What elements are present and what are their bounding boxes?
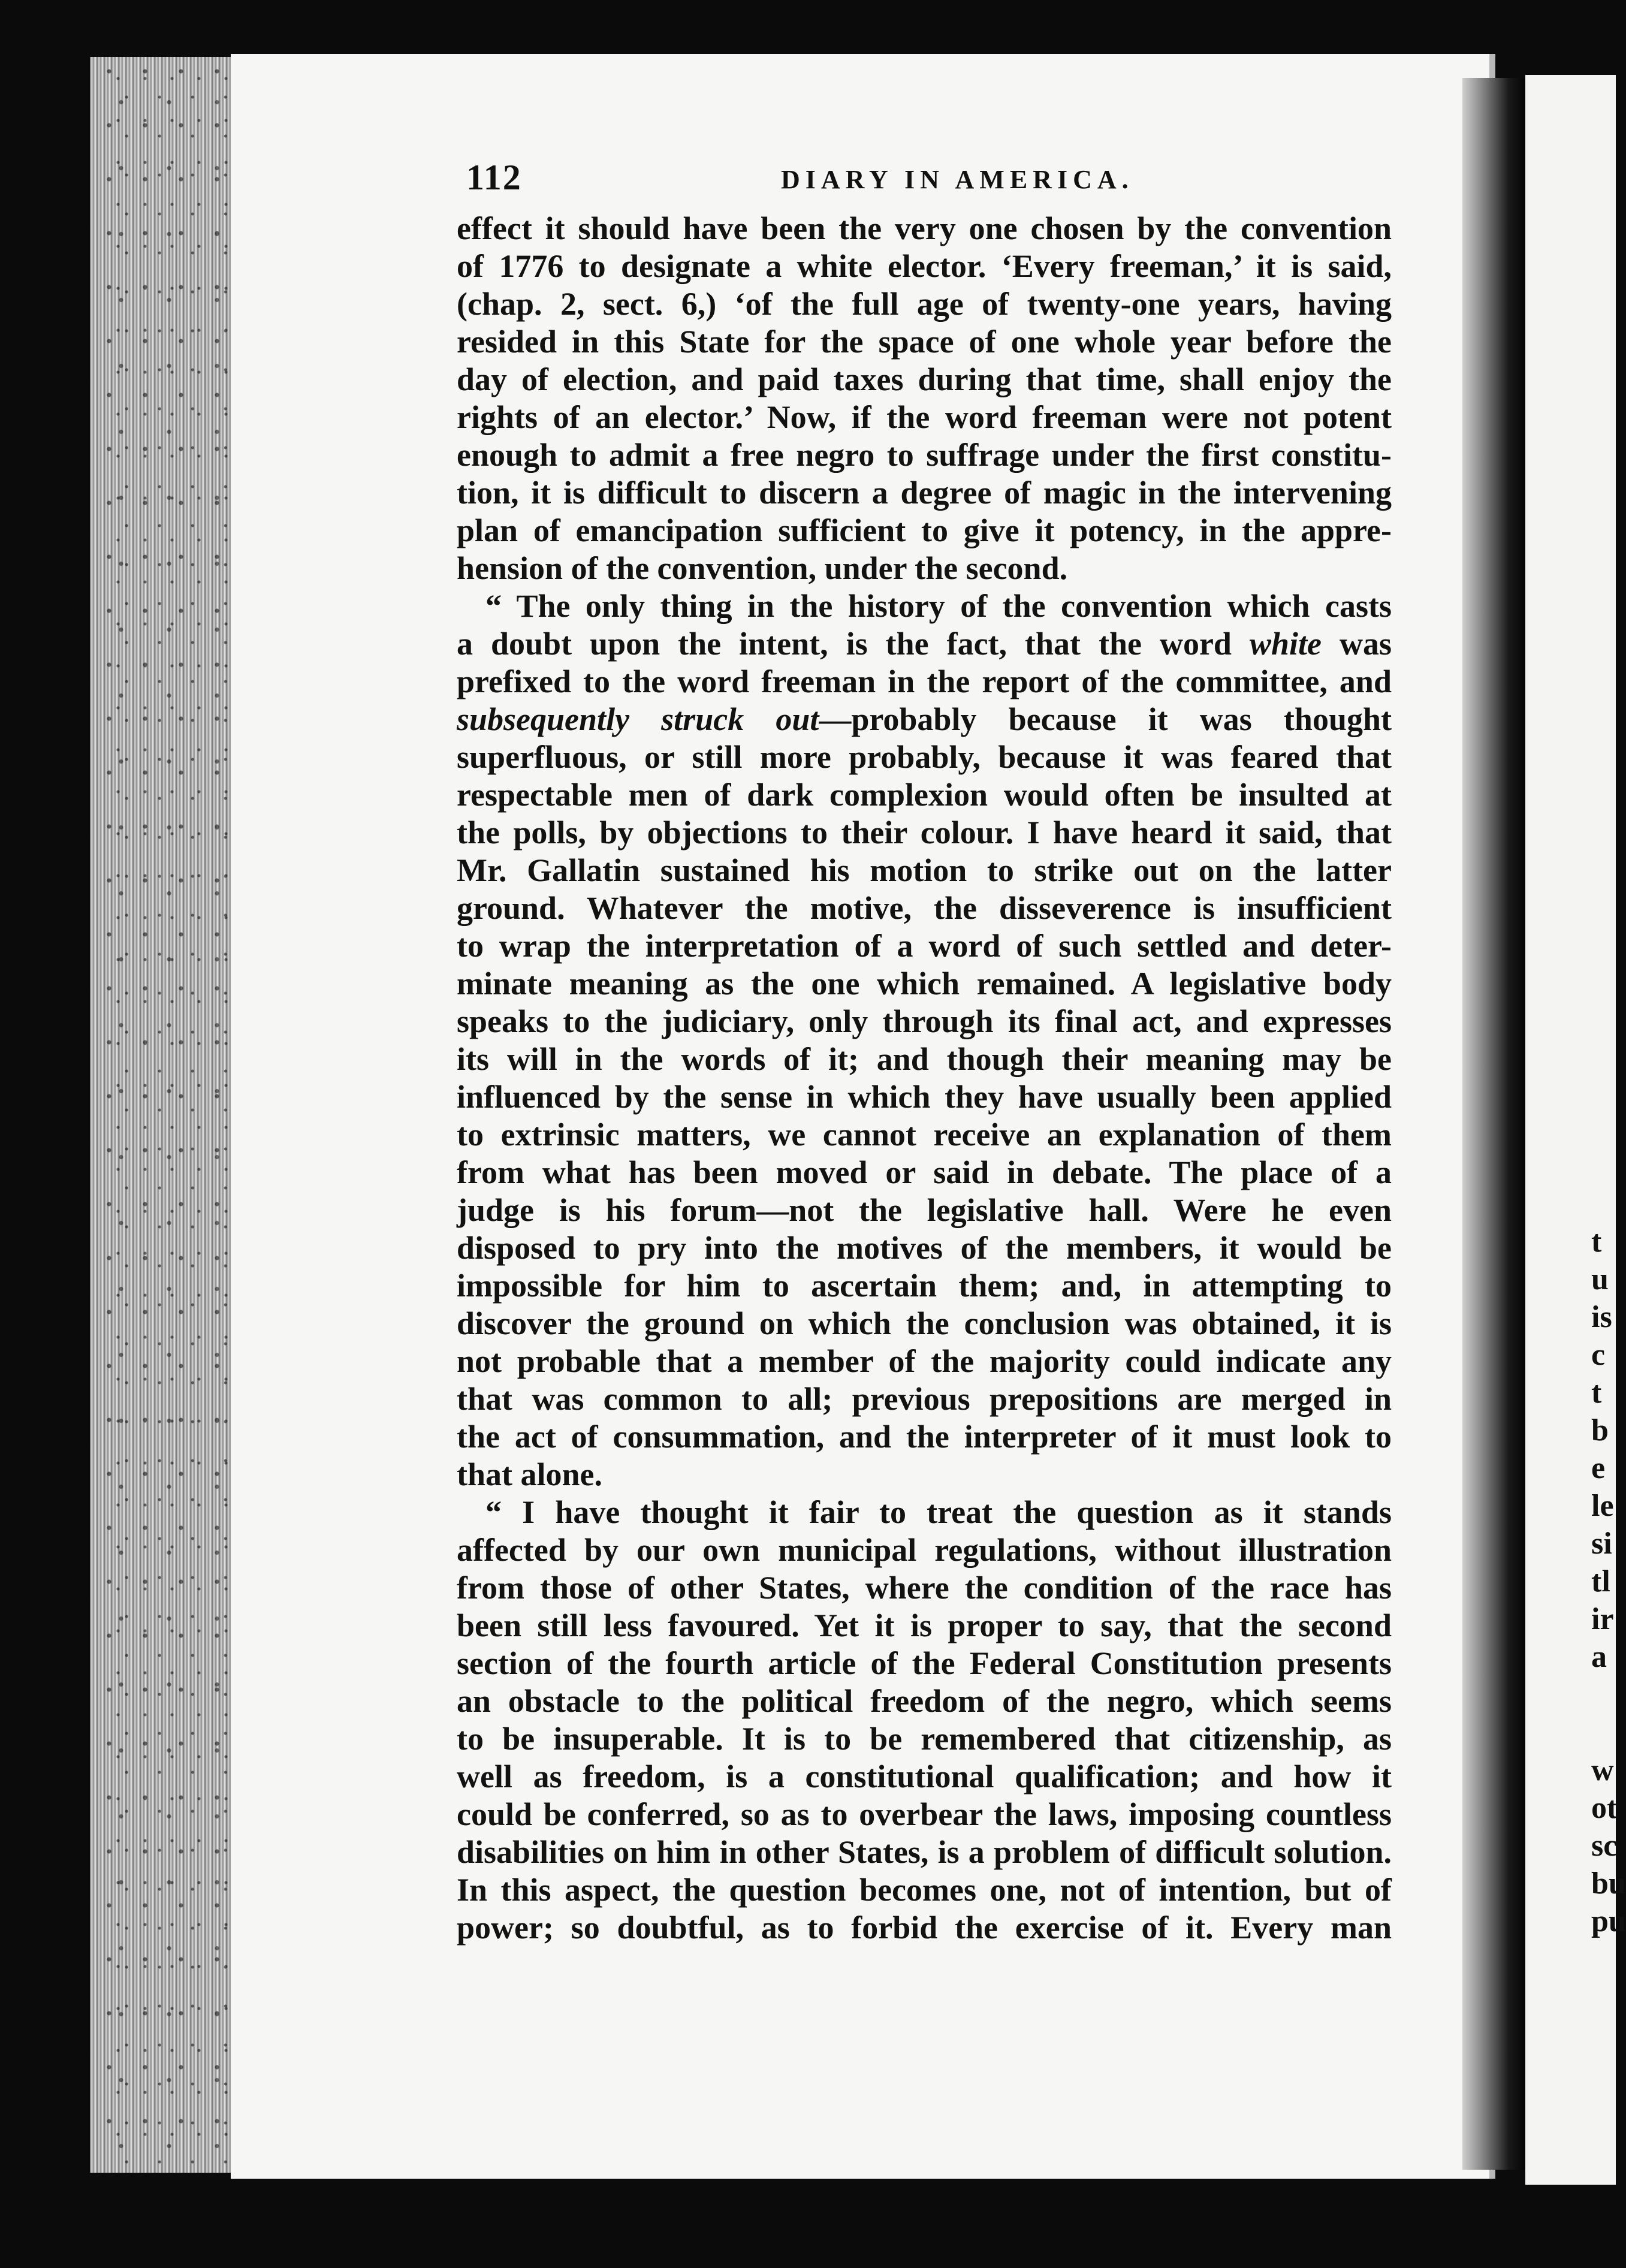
text-line: respectable men of dark complexion would often be insulted at <box>457 777 1392 813</box>
text-line: enough to admit a free negro to suffrage under the first constitu- <box>457 437 1392 473</box>
text-line: rights of an elector.’ Now, if the word freeman were not potent <box>457 399 1392 435</box>
text-line: influenced by the sense in which they have usually been applied <box>457 1079 1392 1115</box>
text-line: tion, it is difficult to discern a degree of magic in the intervening <box>457 475 1392 511</box>
facing-fragment: e <box>1591 1451 1606 1485</box>
facing-fragment: ir <box>1591 1602 1614 1636</box>
facing-fragment: si <box>1591 1527 1612 1561</box>
text-line: judge is his forum—not the legislative hall. Were he even <box>457 1192 1392 1228</box>
text-segment: was <box>1321 626 1392 662</box>
text-line: well as freedom, is a constitutional qualification; and how it <box>457 1759 1392 1795</box>
text-line: discover the ground on which the conclusion was obtained, it is <box>457 1305 1392 1341</box>
paragraph-3 <box>457 1494 1392 1947</box>
paragraph-2 <box>457 587 1392 1494</box>
facing-fragment: a <box>1591 1640 1607 1674</box>
text-line: to be insuperable. It is to be remembered that citizenship, as <box>457 1721 1392 1757</box>
text-line-with-italic <box>457 625 1392 663</box>
page-edge-speckle <box>102 66 252 2164</box>
text-line: of 1776 to designate a white elector. ‘Every freeman,’ it is said, <box>457 248 1392 284</box>
text-line: plan of emancipation sufficient to give it potency, in the appre- <box>457 512 1392 548</box>
text-line: could be conferred, so as to overbear the laws, imposing countless <box>457 1796 1392 1832</box>
italic-word: white <box>1249 626 1322 662</box>
text-line: speaks to the judiciary, only through its final act, and expresses <box>457 1003 1392 1039</box>
text-line: power; so doubtful, as to forbid the exercise of it. Every man <box>457 1910 1392 1946</box>
text-line: the act of consummation, and the interpreter of it must look to <box>457 1419 1392 1455</box>
facing-fragment: w <box>1591 1753 1614 1787</box>
text-line-with-italic <box>457 701 1392 738</box>
facing-fragment: sc <box>1591 1829 1618 1863</box>
text-line: hension of the convention, under the second. <box>457 550 1068 586</box>
text-line: that was common to all; previous prepositions are merged in <box>457 1381 1392 1417</box>
text-line: an obstacle to the political freedom of the negro, which seems <box>457 1683 1392 1719</box>
page-number: 112 <box>466 158 522 197</box>
text-line: that alone. <box>457 1456 602 1492</box>
text-line: section of the fourth article of the Federal Constitution presents <box>457 1645 1392 1681</box>
body-text <box>457 210 1392 1947</box>
text-line: (chap. 2, sect. 6,) ‘of the full age of twenty-one years, having <box>457 286 1392 322</box>
facing-fragment: t <box>1591 1376 1602 1410</box>
facing-fragment <box>1591 1714 1615 1751</box>
text-line: to extrinsic matters, we cannot receive an explanation of them <box>457 1117 1392 1153</box>
facing-fragment: t <box>1591 1225 1602 1259</box>
text-line: prefixed to the word freeman in the report of the committee, and <box>457 663 1392 699</box>
facing-fragment: pu <box>1591 1904 1626 1938</box>
facing-fragment <box>1591 1676 1615 1714</box>
facing-page-text <box>1591 1223 1626 1940</box>
facing-fragment: tl <box>1591 1564 1610 1599</box>
facing-fragment: c <box>1591 1338 1606 1372</box>
text-line: Mr. Gallatin sustained his motion to strike out on the latter <box>457 852 1392 888</box>
text-line: the polls, by objections to their colour. I have heard it said, that <box>457 815 1392 850</box>
facing-fragment: ot <box>1591 1791 1618 1825</box>
facing-fragment: le <box>1591 1489 1614 1523</box>
text-segment: a doubt upon the intent, is the fact, that the word <box>457 626 1250 662</box>
running-head <box>466 157 1389 205</box>
facing-fragment: b <box>1591 1413 1609 1447</box>
text-line: affected by our own municipal regulations, without illustration <box>457 1532 1392 1568</box>
text-line: from what has been moved or said in debate. The place of a <box>457 1154 1392 1190</box>
text-line: its will in the words of it; and though their meaning may be <box>457 1041 1392 1077</box>
running-title: DIARY IN AMERICA. <box>781 165 1134 194</box>
text-line: minate meaning as the one which remained. A legislative body <box>457 966 1392 1002</box>
text-line: been still less favoured. Yet it is proper to say, that the second <box>457 1607 1392 1643</box>
text-line: disabilities on him in other States, is a problem of difficult solution. <box>457 1834 1392 1870</box>
text-line: day of election, and paid taxes during that time, shall enjoy the <box>457 361 1392 397</box>
text-line: resided in this State for the space of one whole year before the <box>457 324 1392 360</box>
text-segment: —probably because it was thought <box>819 701 1392 737</box>
text-line: to wrap the interpretation of a word of such settled and deter- <box>457 928 1392 964</box>
text-line: superfluous, or still more probably, because it was feared that <box>457 739 1392 775</box>
text-line: not probable that a member of the majority could indicate any <box>457 1343 1392 1379</box>
paragraph-1 <box>457 210 1392 587</box>
text-line: from those of other States, where the condition of the race has <box>457 1570 1392 1606</box>
italic-phrase: subsequently struck out <box>457 701 819 737</box>
text-line: impossible for him to ascertain them; and, in attempting to <box>457 1268 1392 1304</box>
text-line: “ The only thing in the history of the convention which casts <box>485 588 1392 624</box>
text-line: effect it should have been the very one chosen by the convention <box>457 210 1392 246</box>
text-line: In this aspect, the question becomes one, not of intention, but of <box>457 1872 1392 1908</box>
facing-fragment: is <box>1591 1300 1612 1334</box>
facing-fragment: u <box>1591 1262 1609 1296</box>
facing-fragment: bu <box>1591 1866 1626 1901</box>
text-line: disposed to pry into the motives of the members, it would be <box>457 1230 1392 1266</box>
text-line: ground. Whatever the motive, the disseverence is insufficient <box>457 890 1392 926</box>
gutter-shadow <box>1462 78 1528 2170</box>
text-line: “ I have thought it fair to treat the question as it stands <box>485 1494 1392 1530</box>
